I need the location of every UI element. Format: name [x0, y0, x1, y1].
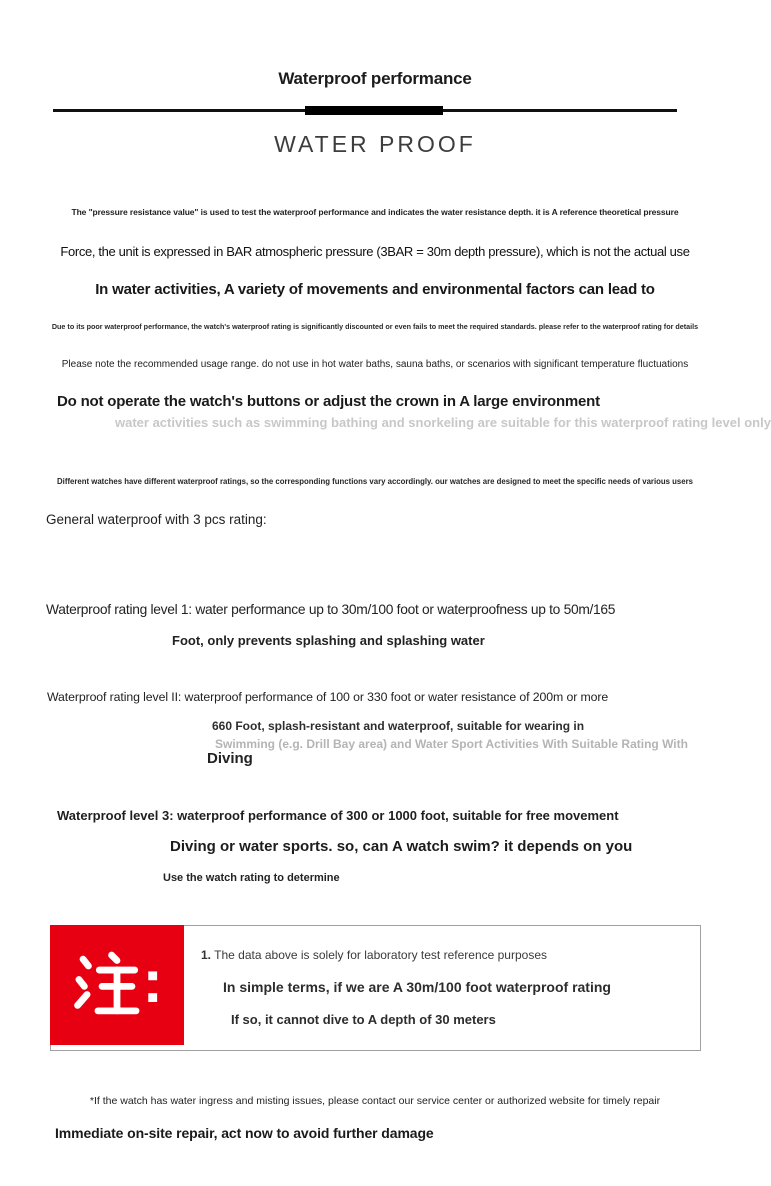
- note-item-1: [201, 948, 547, 962]
- rating-level1-text-2: Foot, only prevents splashing and splashing water: [172, 633, 485, 648]
- diving-label: Diving: [207, 750, 253, 767]
- note-item-3: If so, it cannot dive to A depth of 30 meters: [231, 1012, 496, 1027]
- do-not-operate-text: Do not operate the watch's buttons or adjust the crown in A large environment: [57, 393, 600, 410]
- note-box: [50, 925, 701, 1051]
- repair-now-text: Immediate on-site repair, act now to avoid further damage: [55, 1125, 434, 1141]
- clipped-text-line-1: water activities such as swimming bathing and snorkeling are suitable for this waterproof rating level only: [115, 415, 771, 430]
- rating-level1-text: Waterproof rating level 1: water performance up to 30m/100 foot or waterproofness up to 50m/165: [46, 602, 616, 617]
- divider-center-bar: [305, 106, 443, 115]
- rating-level2-text: Waterproof rating level II: waterproof performance of 100 or 330 foot or water resistance of 200m or more: [47, 690, 609, 704]
- usage-range-text: Please note the recommended usage range. do not use in hot water baths, sauna baths, or scenarios with significant temperature fluctuations: [61, 359, 689, 370]
- note-item-1-text: The data above is solely for laboratory test reference purposes: [214, 948, 547, 962]
- bar-pressure-text: Force, the unit is expressed in BAR atmospheric pressure (3BAR = 30m depth pressure), which is not the actual use: [60, 244, 690, 259]
- general-rating-heading: General waterproof with 3 pcs rating:: [46, 512, 267, 527]
- note-red-badge: [50, 925, 184, 1045]
- rating-level3-text-2: Diving or water sports. so, can A watch swim? it depends on you: [170, 838, 633, 855]
- note-item-2: In simple terms, if we are A 30m/100 foot waterproof rating: [223, 979, 611, 995]
- poor-performance-text: Due to its poor waterproof performance, the watch's waterproof rating is significantly discounted or even fails to meet the required standards. please refer to the waterproof rating for details: [51, 322, 699, 331]
- different-watches-text: Different watches have different waterproof ratings, so the corresponding functions vary accordingly. our watches are designed to meet the specific needs of various users: [57, 477, 693, 486]
- rating-level2-text-2: 660 Foot, splash-resistant and waterproof, suitable for wearing in: [212, 719, 585, 733]
- note-hanzi-icon: [67, 951, 167, 1019]
- note-item-number: 1.: [201, 948, 212, 962]
- rating-level3-text: Waterproof level 3: waterproof performance of 300 or 1000 foot, suitable for free movement: [57, 808, 619, 823]
- page-subtitle: WATER PROOF: [274, 131, 476, 157]
- pressure-note-text: The "pressure resistance value" is used to test the waterproof performance and indicates the water resistance depth. it is A reference theoretical pressure: [71, 207, 679, 217]
- rating-level3-text-3: Use the watch rating to determine: [163, 872, 340, 884]
- service-contact-text: *If the watch has water ingress and misting issues, please contact our service center or authorized website for timely repair: [89, 1095, 661, 1107]
- page-title: Waterproof performance: [278, 69, 472, 88]
- clipped-text-line-2: Swimming (e.g. Drill Bay area) and Water Sport Activities With Suitable Rating With: [215, 737, 688, 751]
- water-activities-text: In water activities, A variety of movements and environmental factors can lead to: [95, 281, 655, 298]
